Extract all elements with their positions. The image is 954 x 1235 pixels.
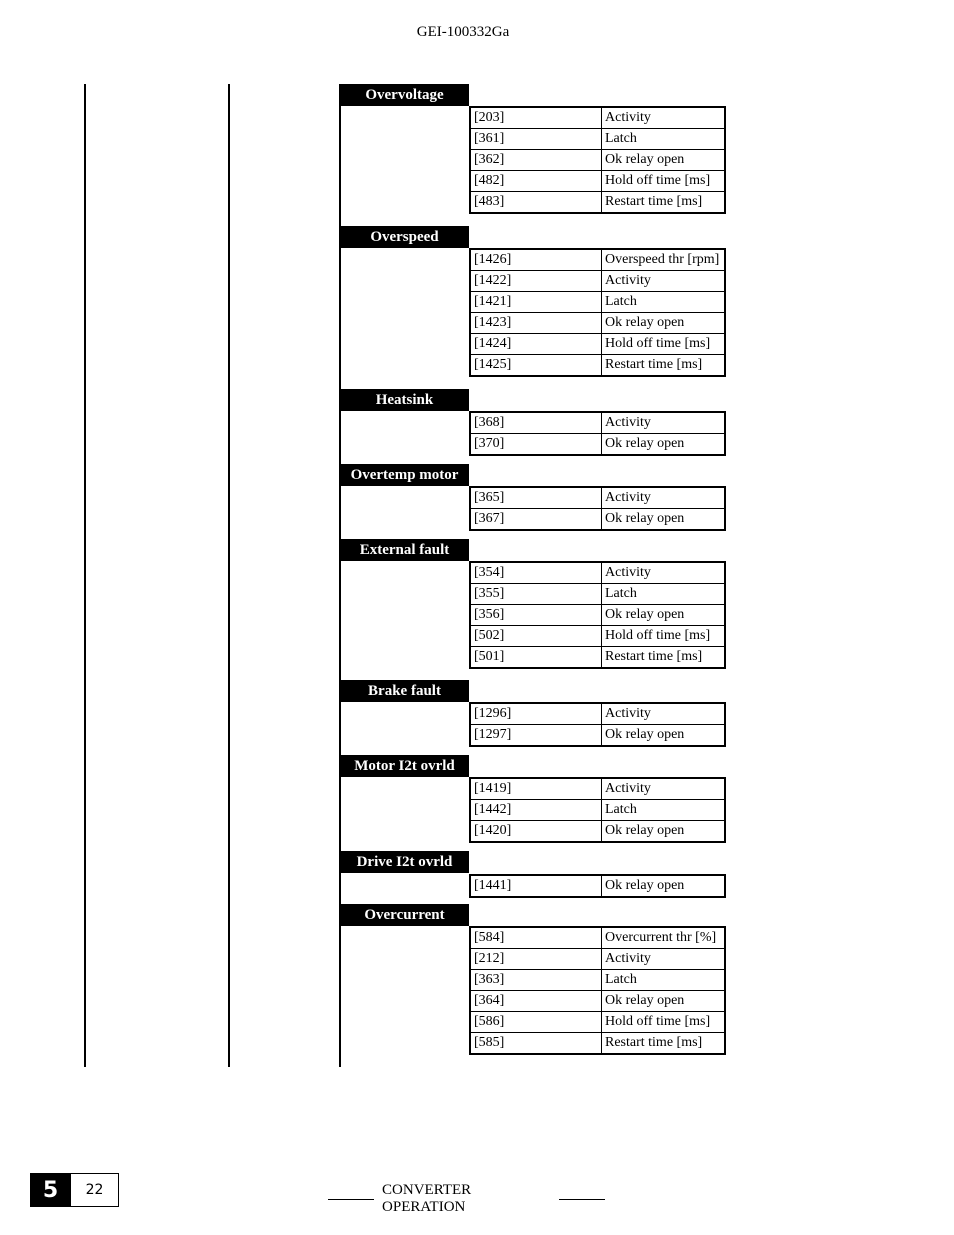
table-row — [470, 875, 725, 897]
param-code: [1421] — [470, 292, 602, 313]
param-code: [483] — [470, 192, 602, 214]
param-code: [586] — [470, 1012, 602, 1033]
table-row — [470, 1033, 725, 1055]
param-table-overvoltage — [469, 106, 726, 214]
table-row — [470, 626, 725, 647]
table-row — [470, 821, 725, 843]
param-label: Ok relay open — [602, 991, 726, 1012]
table-row — [470, 334, 725, 355]
table-row — [470, 107, 725, 129]
param-code: [584] — [470, 927, 602, 949]
param-label: Activity — [602, 949, 726, 970]
param-code: [1420] — [470, 821, 602, 843]
param-label: Activity — [602, 778, 726, 800]
section-header-overspeed: Overspeed — [340, 226, 469, 248]
param-code: [361] — [470, 129, 602, 150]
param-code: [355] — [470, 584, 602, 605]
param-label: Ok relay open — [602, 875, 726, 897]
table-row — [470, 562, 725, 584]
param-label: Latch — [602, 584, 726, 605]
param-code: [1441] — [470, 875, 602, 897]
section-header-external-fault: External fault — [340, 539, 469, 561]
param-label: Restart time [ms] — [602, 647, 726, 669]
footer-title: CONVERTER OPERATION — [382, 1182, 472, 1215]
param-code: [585] — [470, 1033, 602, 1055]
section-header-overcurrent: Overcurrent — [340, 904, 469, 926]
table-row — [470, 725, 725, 747]
table-row — [470, 509, 725, 531]
param-code: [1423] — [470, 313, 602, 334]
footer-title-block — [320, 1182, 613, 1216]
param-label: Latch — [602, 129, 726, 150]
param-code: [1422] — [470, 271, 602, 292]
table-row — [470, 171, 725, 192]
param-code: [501] — [470, 647, 602, 669]
chapter-number: 5 — [30, 1173, 71, 1207]
table-row — [470, 1012, 725, 1033]
param-code: [1442] — [470, 800, 602, 821]
table-row — [470, 129, 725, 150]
section-header-drive-i2t-ovrld: Drive I2t ovrld — [340, 851, 469, 873]
param-label: Activity — [602, 412, 726, 434]
param-code: [364] — [470, 991, 602, 1012]
table-row — [470, 271, 725, 292]
table-row — [470, 991, 725, 1012]
param-code: [367] — [470, 509, 602, 531]
param-label: Ok relay open — [602, 434, 726, 456]
page-number: 22 — [70, 1173, 119, 1207]
param-table-external-fault — [469, 561, 726, 669]
param-code: [365] — [470, 487, 602, 509]
table-row — [470, 647, 725, 669]
param-label: Ok relay open — [602, 313, 726, 334]
table-row — [470, 584, 725, 605]
tree-line-1 — [84, 84, 86, 1067]
param-label: Ok relay open — [602, 725, 726, 747]
param-code: [1424] — [470, 334, 602, 355]
param-code: [1296] — [470, 703, 602, 725]
table-row — [470, 192, 725, 214]
table-row — [470, 412, 725, 434]
table-row — [470, 434, 725, 456]
param-code: [1297] — [470, 725, 602, 747]
param-code: [356] — [470, 605, 602, 626]
table-row — [470, 949, 725, 970]
table-row — [470, 249, 725, 271]
param-label: Activity — [602, 271, 726, 292]
param-code: [363] — [470, 970, 602, 991]
footer-rule-left — [328, 1199, 374, 1200]
document-id: GEI-100332Ga — [416, 24, 510, 40]
table-row — [470, 292, 725, 313]
table-row — [470, 313, 725, 334]
table-row — [470, 703, 725, 725]
param-label: Hold off time [ms] — [602, 334, 726, 355]
param-table-motor-i2t-ovrld — [469, 777, 726, 843]
param-code: [1426] — [470, 249, 602, 271]
param-label: Hold off time [ms] — [602, 626, 726, 647]
footer-rule-right — [559, 1199, 605, 1200]
section-header-brake-fault: Brake fault — [340, 680, 469, 702]
param-label: Activity — [602, 487, 726, 509]
table-row — [470, 927, 725, 949]
table-row — [470, 487, 725, 509]
param-label: Hold off time [ms] — [602, 1012, 726, 1033]
param-label: Hold off time [ms] — [602, 171, 726, 192]
section-header-heatsink: Heatsink — [340, 389, 469, 411]
param-label: Activity — [602, 107, 726, 129]
section-header-overtemp-motor: Overtemp motor — [340, 464, 469, 486]
param-code: [1419] — [470, 778, 602, 800]
param-table-brake-fault — [469, 702, 726, 747]
param-code: [212] — [470, 949, 602, 970]
param-table-overspeed — [469, 248, 726, 377]
table-row — [470, 605, 725, 626]
table-row — [470, 150, 725, 171]
param-table-heatsink — [469, 411, 726, 456]
param-label: Ok relay open — [602, 605, 726, 626]
param-label: Latch — [602, 800, 726, 821]
table-row — [470, 778, 725, 800]
param-table-drive-i2t-ovrld — [469, 874, 726, 898]
table-row — [470, 800, 725, 821]
param-code: [502] — [470, 626, 602, 647]
param-code: [362] — [470, 150, 602, 171]
param-label: Ok relay open — [602, 821, 726, 843]
param-code: [368] — [470, 412, 602, 434]
param-table-overcurrent — [469, 926, 726, 1055]
param-code: [482] — [470, 171, 602, 192]
param-label: Restart time [ms] — [602, 355, 726, 377]
param-table-overtemp-motor — [469, 486, 726, 531]
section-header-motor-i2t-ovrld: Motor I2t ovrld — [340, 755, 469, 777]
table-row — [470, 970, 725, 991]
param-code: [370] — [470, 434, 602, 456]
param-label: Ok relay open — [602, 150, 726, 171]
param-code: [203] — [470, 107, 602, 129]
param-label: Restart time [ms] — [602, 1033, 726, 1055]
param-code: [354] — [470, 562, 602, 584]
param-label: Overcurrent thr [%] — [602, 927, 726, 949]
table-row — [470, 355, 725, 377]
param-label: Overspeed thr [rpm] — [602, 249, 726, 271]
param-code: [1425] — [470, 355, 602, 377]
param-label: Ok relay open — [602, 509, 726, 531]
tree-line-2 — [228, 84, 230, 1067]
param-label: Restart time [ms] — [602, 192, 726, 214]
section-header-overvoltage: Overvoltage — [340, 84, 469, 106]
param-label: Activity — [602, 562, 726, 584]
param-label: Latch — [602, 292, 726, 313]
param-label: Activity — [602, 703, 726, 725]
param-label: Latch — [602, 970, 726, 991]
